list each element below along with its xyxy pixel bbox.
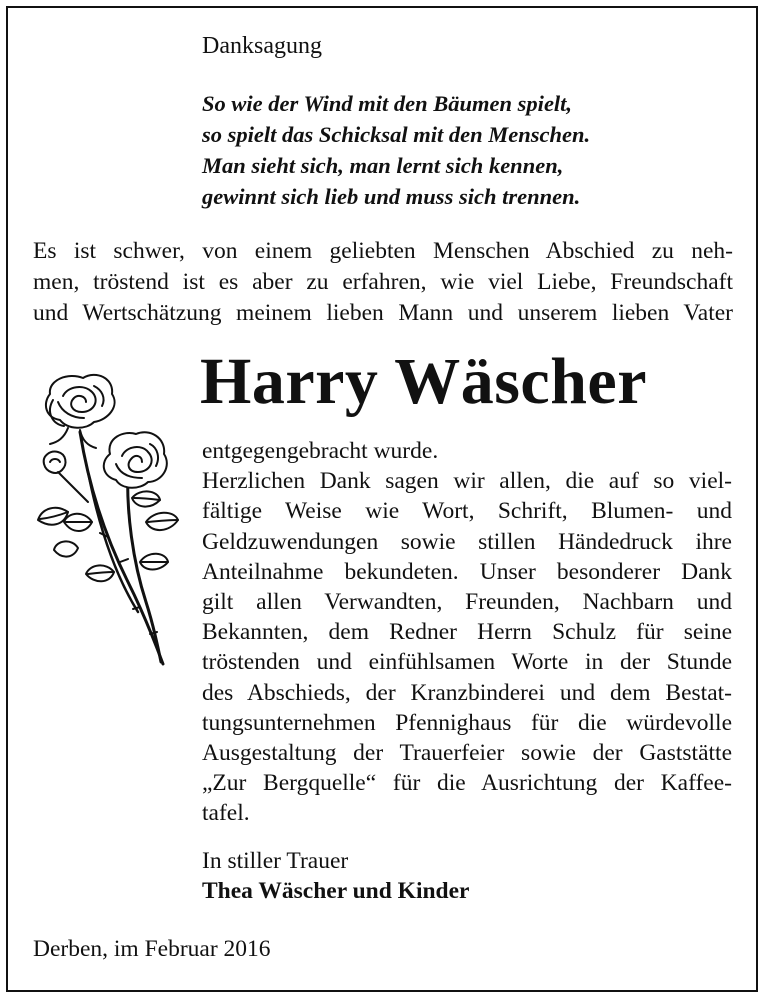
body-line: Anteilnahme bekundeten. Unser besonderer Dank (202, 558, 732, 585)
intro-line: men, tröstend ist es aber zu erfahren, wie viel Liebe, Freundschaft (33, 269, 733, 295)
body-line: „Zur Bergquelle“ für die Ausrichtung der Kaffee- (202, 770, 732, 797)
poem-line: so spielt das Schicksal mit den Menschen. (202, 122, 591, 147)
place-date: Derben, im Februar 2016 (33, 936, 271, 962)
closing-phrase: In stiller Trauer (202, 848, 349, 874)
body-line: Ausgestaltung der Trauerfeier sowie der Gaststätte (202, 740, 732, 767)
body-line: Herzlichen Dank sagen wir allen, die auf so viel- (202, 468, 732, 495)
body-line: Bekannten, dem Redner Herrn Schulz für seine (202, 619, 732, 646)
body-line: tafel. (202, 800, 250, 827)
signers: Thea Wäscher und Kinder (202, 878, 470, 904)
body-line: Geldzuwendungen sowie stillen Händedruck ihre (202, 528, 732, 555)
thanks-paragraph (202, 436, 732, 829)
notice-heading: Danksagung (202, 33, 322, 59)
body-line: gilt allen Verwandten, Freunden, Nachbarn und (202, 589, 732, 616)
body-line: tröstenden und einfühlsamen Worte in der Stunde (202, 649, 732, 676)
intro-paragraph (33, 236, 733, 329)
body-line: entgegengebracht wurde. (202, 438, 439, 464)
intro-line: und Wertschätzung meinem lieben Mann und unserem lieben Vater (33, 300, 733, 326)
intro-line: Es ist schwer, von einem geliebten Menschen Abschied zu neh- (33, 238, 733, 264)
poem-line: So wie der Wind mit den Bäumen spielt, (202, 91, 573, 116)
body-line: des Abschieds, der Kranzbinderei und dem Bestat- (202, 679, 732, 706)
poem (202, 88, 590, 212)
poem-line: gewinnt sich lieb und muss sich trennen. (202, 184, 581, 209)
poem-line: Man sieht sich, man lernt sich kennen, (202, 153, 564, 178)
body-line: fältige Weise wie Wort, Schrift, Blumen- und (202, 498, 732, 525)
deceased-name: Harry Wäscher (200, 345, 648, 418)
body-line: tungsunternehmen Pfennighaus für die würdevolle (202, 709, 732, 736)
closing-block (202, 846, 469, 906)
roses-illustration-icon (28, 372, 188, 672)
